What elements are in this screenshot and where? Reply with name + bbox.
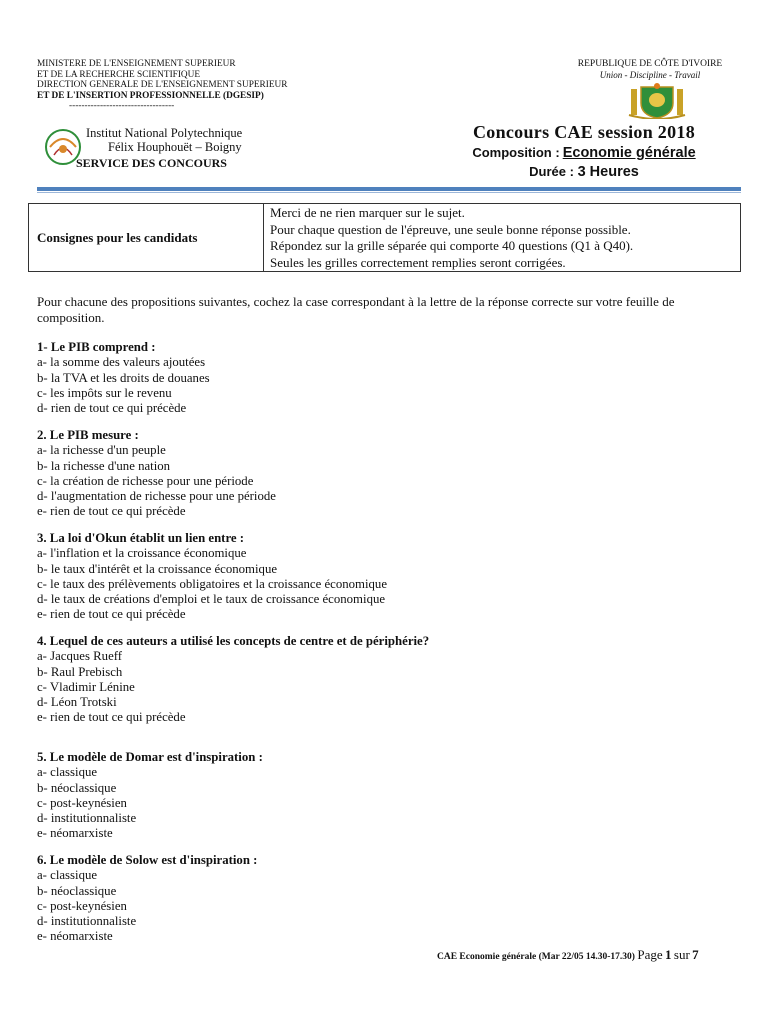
exam-header bbox=[446, 122, 722, 180]
question-block bbox=[37, 634, 429, 726]
answer-option: e- néomarxiste bbox=[37, 929, 113, 944]
ministry-line: MINISTERE DE L'ENSEIGNEMENT SUPERIEUR bbox=[37, 59, 236, 69]
page-word: Page bbox=[637, 947, 663, 962]
answer-option: b- la richesse d'une nation bbox=[37, 458, 171, 473]
question-title: 3. La loi d'Okun établit un lien entre : bbox=[37, 531, 245, 545]
republic-block bbox=[560, 59, 740, 81]
instructions-table bbox=[28, 203, 741, 272]
answer-option: a- classique bbox=[37, 765, 98, 780]
page-footer bbox=[437, 947, 699, 963]
answer-option: c- Vladimir Lénine bbox=[37, 679, 135, 694]
answer-option: a- Jacques Rueff bbox=[37, 649, 123, 664]
answer-option: e- rien de tout ce qui précède bbox=[37, 607, 186, 622]
question-title: 6. Le modèle de Solow est d'inspiration : bbox=[37, 853, 258, 867]
composition-value: Economie générale bbox=[562, 145, 696, 161]
ministry-block bbox=[37, 59, 287, 112]
divider-dashes: ---------------------------------- bbox=[69, 101, 175, 111]
answer-option: d- l'augmentation de richesse pour une période bbox=[37, 489, 276, 504]
question-title: 1- Le PIB comprend : bbox=[37, 340, 156, 354]
instruction-line: Merci de ne rien marquer sur le sujet. bbox=[270, 205, 465, 220]
answer-option: e- néomarxiste bbox=[37, 826, 113, 841]
question-block bbox=[37, 340, 210, 416]
answer-option: e- rien de tout ce qui précède bbox=[37, 504, 186, 519]
coat-of-arms-icon bbox=[627, 83, 687, 119]
answer-option: c- les impôts sur le revenu bbox=[37, 385, 172, 400]
page-total: 7 bbox=[692, 947, 699, 962]
ministry-line: ET DE LA RECHERCHE SCIENTIFIQUE bbox=[37, 69, 201, 80]
header-rule-thin bbox=[37, 192, 741, 193]
question-block bbox=[37, 853, 257, 945]
answer-option: d- institutionnaliste bbox=[37, 914, 137, 929]
answer-option: e- rien de tout ce qui précède bbox=[37, 710, 186, 725]
instruction-line: Seules les grilles correctement remplies seront corrigées. bbox=[270, 254, 566, 270]
answer-option: b- Raul Prebisch bbox=[37, 664, 123, 679]
answer-option: c- post-keynésien bbox=[37, 795, 127, 810]
exam-title: Concours CAE session 2018 bbox=[472, 122, 696, 142]
question-title: 4. Lequel de ces auteurs a utilisé les concepts de centre et de périphérie? bbox=[37, 634, 430, 648]
question-block bbox=[37, 531, 387, 623]
answer-option: c- post-keynésien bbox=[37, 898, 127, 913]
service-label: SERVICE DES CONCOURS bbox=[76, 156, 227, 170]
ministry-line: DIRECTION GENERALE DE L'ENSEIGNEMENT SUPERIEUR bbox=[37, 80, 288, 90]
answer-option: c- la création de richesse pour une période bbox=[37, 473, 254, 488]
question-title: 5. Le modèle de Domar est d'inspiration : bbox=[37, 750, 263, 764]
institute-line: Félix Houphouët – Boigny bbox=[108, 139, 242, 154]
duration-line bbox=[446, 164, 722, 180]
answer-option: a- l'inflation et la croissance économique bbox=[37, 546, 247, 561]
answer-option: b- néoclassique bbox=[37, 780, 117, 795]
question-block bbox=[37, 428, 276, 520]
institute-line: Institut National Polytechnique bbox=[86, 126, 243, 140]
republic-name: REPUBLIQUE DE CÔTE D'IVOIRE bbox=[577, 59, 723, 69]
answer-option: d- le taux de créations d'emploi et le taux de croissance économique bbox=[37, 592, 386, 607]
answer-option: a- la richesse d'un peuple bbox=[37, 443, 166, 458]
instruction-line: Répondez sur la grille séparée qui comporte 40 questions (Q1 à Q40). bbox=[270, 238, 634, 253]
answer-option: d- rien de tout ce qui précède bbox=[37, 401, 187, 416]
answer-option: b- néoclassique bbox=[37, 883, 117, 898]
answer-option: b- le taux d'intérêt et la croissance économique bbox=[37, 561, 278, 576]
question-block bbox=[37, 750, 263, 842]
instructions-list bbox=[264, 204, 740, 271]
instruction-line: Pour chaque question de l'épreuve, une seule bonne réponse possible. bbox=[270, 221, 631, 237]
composition-label: Composition : bbox=[472, 145, 560, 160]
duration-label: Durée : bbox=[529, 164, 574, 179]
page-number: 1 bbox=[665, 947, 672, 962]
answer-option: c- le taux des prélèvements obligatoires et la croissance économique bbox=[37, 576, 388, 591]
intro-paragraph: Pour chacune des propositions suivantes, cochez la case correspondant à la lettre de la réponse correcte sur votre feuille de composition. bbox=[37, 294, 675, 325]
answer-option: d- institutionnaliste bbox=[37, 811, 137, 826]
question-title: 2. Le PIB mesure : bbox=[37, 428, 139, 442]
footer-text: CAE Economie générale (Mar 22/05 14.30-17.30) bbox=[437, 952, 635, 962]
ministry-line: ET DE L'INSERTION PROFESSIONNELLE (DGESIP) bbox=[37, 90, 264, 101]
answer-option: a- classique bbox=[37, 868, 98, 883]
page-sur: sur bbox=[673, 947, 690, 962]
instructions-label: Consignes pour les candidats bbox=[29, 204, 264, 271]
header-rule bbox=[37, 187, 741, 191]
institute-name bbox=[86, 127, 256, 154]
composition-line bbox=[446, 145, 722, 161]
answer-option: a- la somme des valeurs ajoutées bbox=[37, 355, 206, 370]
duration-value: 3 Heures bbox=[577, 164, 639, 180]
answer-option: b- la TVA et les droits de douanes bbox=[37, 370, 210, 385]
answer-option: d- Léon Trotski bbox=[37, 695, 117, 710]
republic-motto: Union - Discipline - Travail bbox=[599, 70, 701, 80]
